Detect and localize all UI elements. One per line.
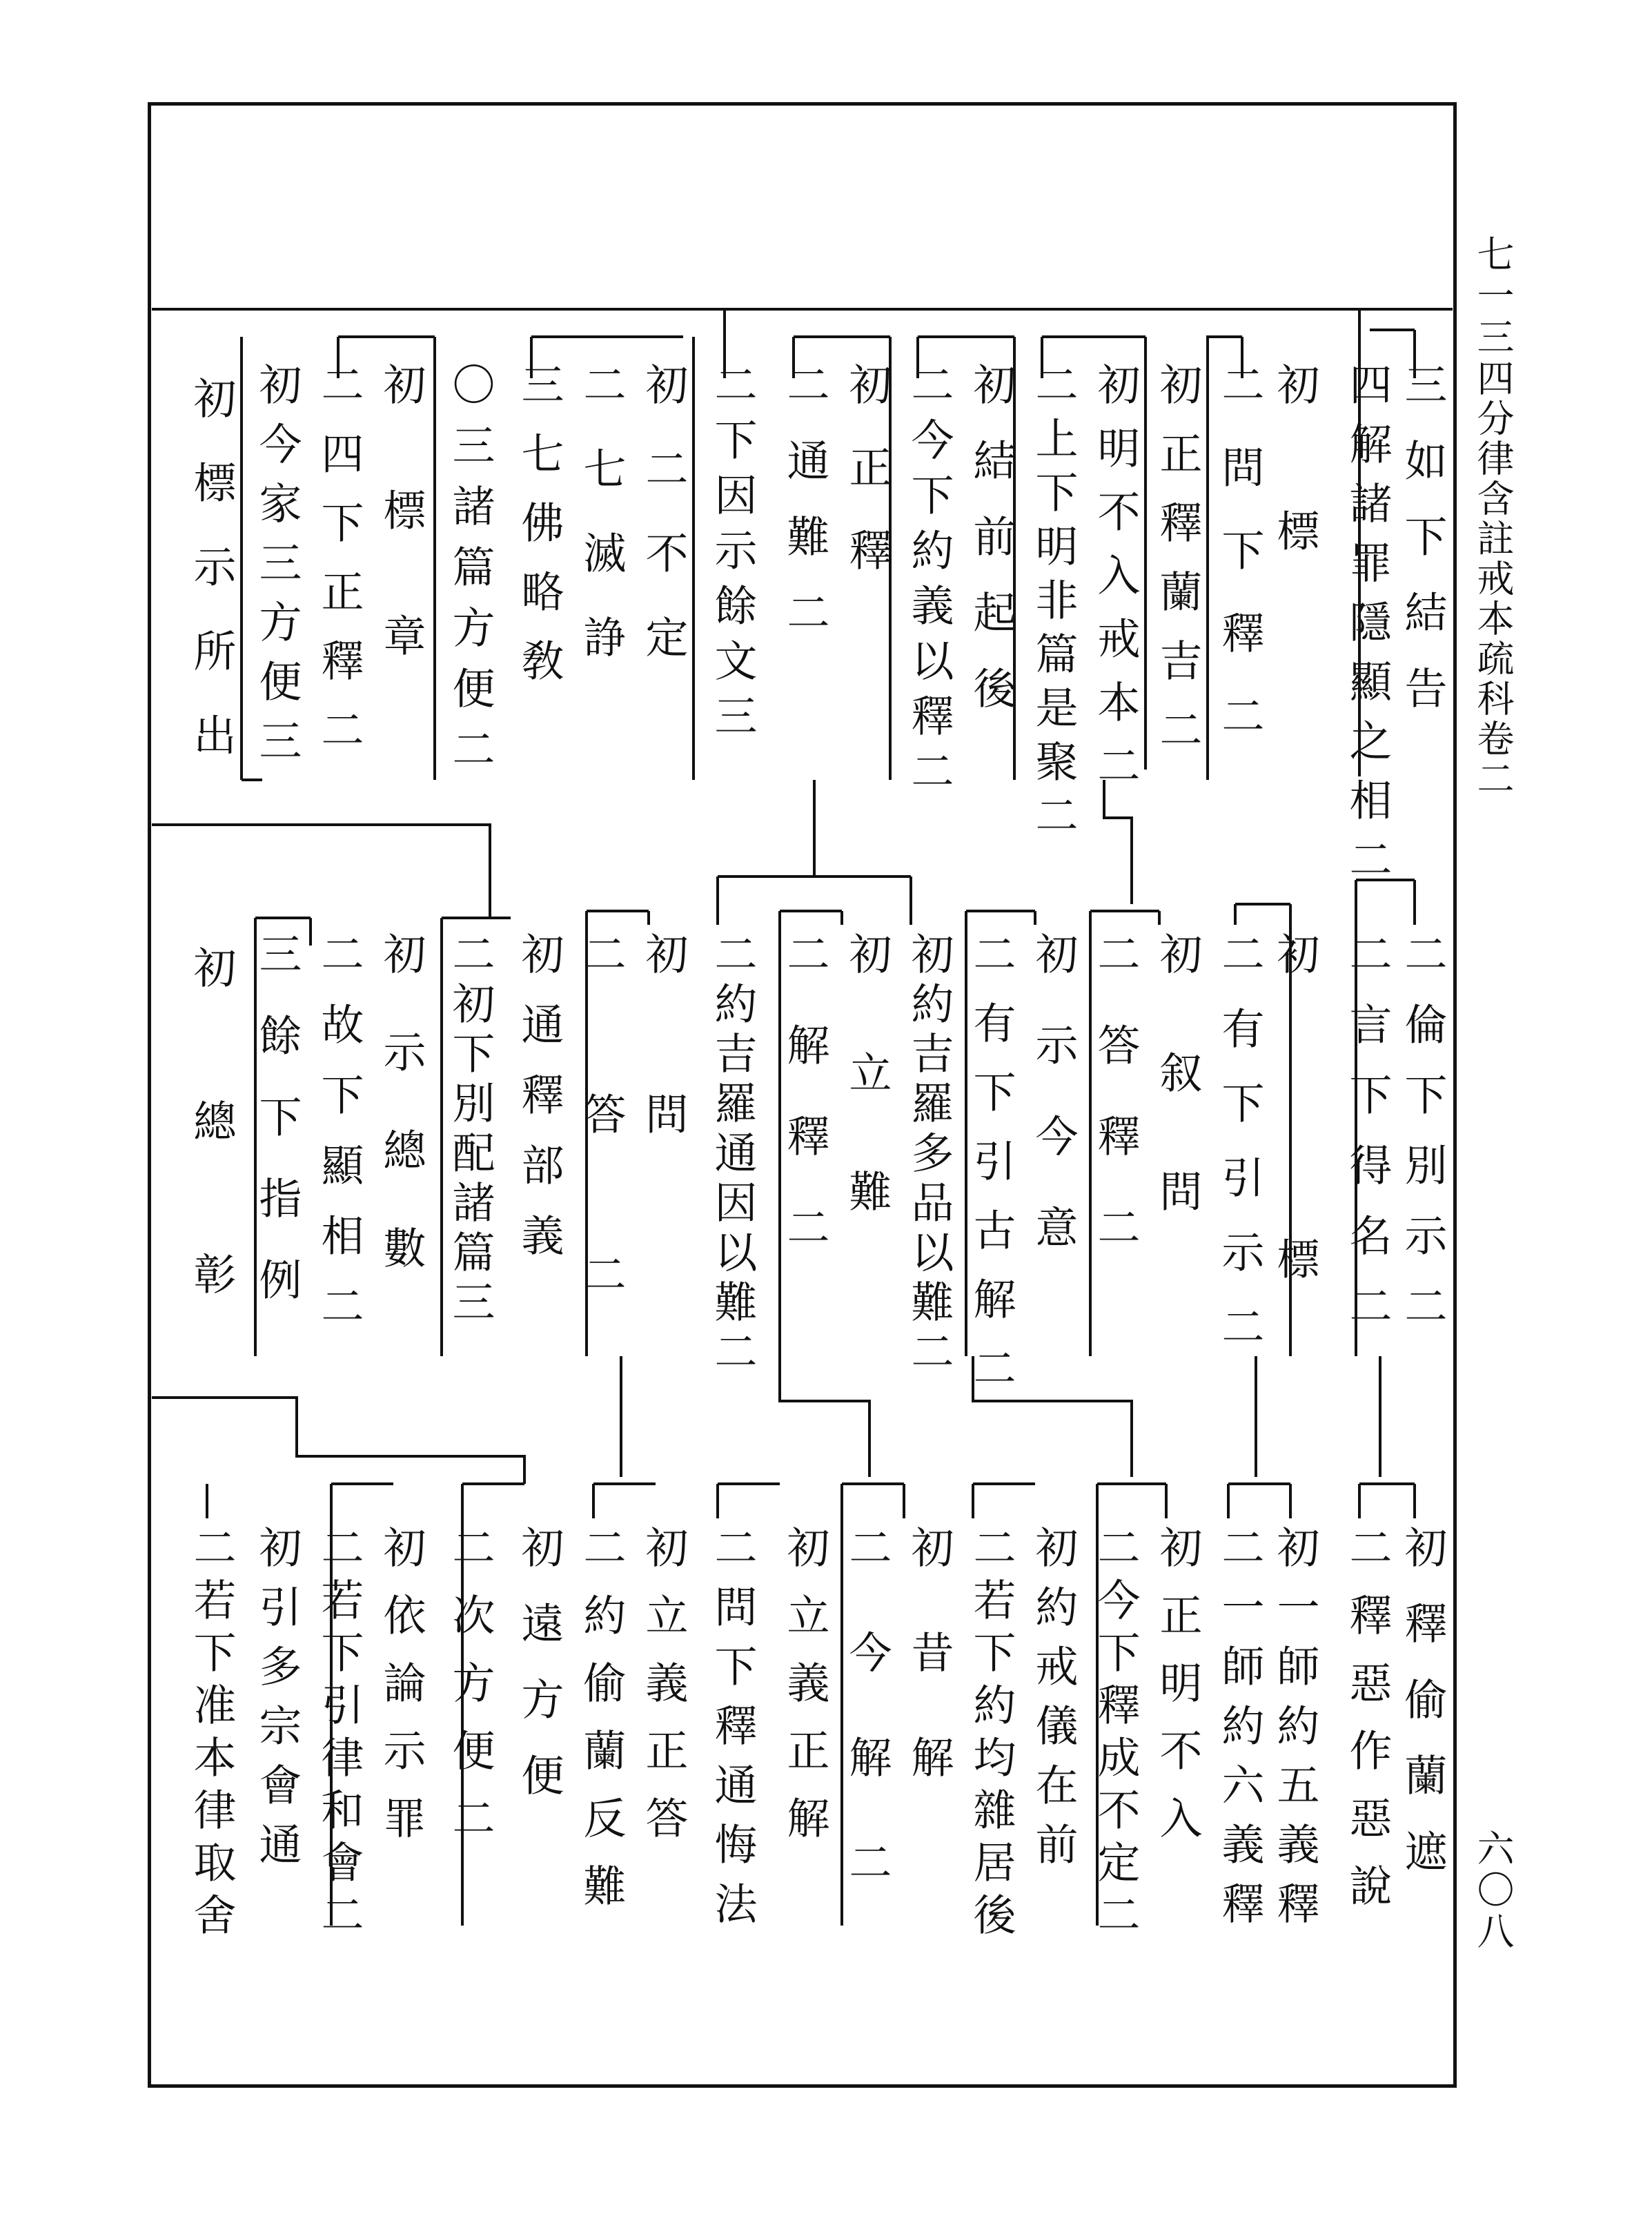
top-col-20: 初標示所出 <box>186 376 237 797</box>
top-col-17: 初標章 <box>376 362 426 739</box>
mid-col-8: 二有下引古解二 <box>966 932 1016 1415</box>
mid-col-4: 二有下引示二 <box>1215 932 1265 1379</box>
bot-col-10: 二今解二 <box>842 1525 892 1945</box>
mid-col-19: 三餘下指例 <box>252 932 302 1339</box>
top-col-2: 四解諸罪隱顯之相二 <box>1342 362 1393 897</box>
top-col-12: 二下因示餘文三 <box>707 362 758 749</box>
top-col-5: 初正釋蘭吉二 <box>1152 362 1203 776</box>
top-col-8: 初結前起後 <box>966 362 1016 742</box>
mid-col-2: 二言下得名二 <box>1342 932 1393 1354</box>
top-col-19: 初今家三方便三 <box>252 362 302 778</box>
bot-col-14: 二約偷蘭反難 <box>576 1525 627 1931</box>
top-col-4: 二問下釋二 <box>1215 362 1265 776</box>
mid-col-10: 初立難 <box>842 932 892 1288</box>
mid-col-7: 初示今意 <box>1028 932 1079 1296</box>
bot-col-16: 二次方便二 <box>445 1525 495 1863</box>
bot-col-20: 二若下准本律取舍 <box>186 1525 237 1945</box>
mid-col-13: 初問 <box>638 932 689 1252</box>
margin-page-number: 六〇八 <box>1471 1829 1515 1953</box>
bot-col-13: 初立義正答 <box>638 1525 689 1863</box>
bot-col-11: 初立義正解 <box>780 1525 830 1863</box>
mid-col-20: 初總彰 <box>186 946 237 1405</box>
top-col-3: 初標 <box>1270 362 1320 655</box>
top-col-7: 二上下明非篇是聚二 <box>1028 362 1079 847</box>
margin-chapter-number: 七一三 <box>1471 235 1515 359</box>
bot-col-12: 二問下釋通悔法 <box>707 1525 758 1941</box>
top-col-11: 二通難二 <box>780 362 830 666</box>
mid-col-15: 初通釋部義 <box>514 932 564 1284</box>
bot-col-6: 二今下釋成不定二 <box>1090 1525 1141 1945</box>
bot-col-19: 初引多宗會通 <box>252 1525 302 1881</box>
top-col-1: 三如下結告 <box>1397 362 1448 742</box>
mid-col-18: 二故下顯相二 <box>314 932 364 1354</box>
mid-col-12: 二約吉羅通因以難二 <box>707 932 758 1379</box>
top-col-14: 二七滅諍 <box>576 362 627 699</box>
top-col-18: 二四下正釋二 <box>314 362 364 776</box>
bot-col-2: 二釋惡作惡說 <box>1342 1525 1393 1931</box>
top-col-13: 初二不定 <box>638 362 689 699</box>
bot-col-18: 二若下引律和會二 <box>314 1525 364 1945</box>
top-col-9: 二今下約義以釋二 <box>904 362 954 804</box>
bot-col-7: 初約戒儀在前 <box>1028 1525 1079 1881</box>
mid-col-5: 初叙問 <box>1152 932 1203 1288</box>
mid-col-17: 初示總數 <box>376 932 426 1324</box>
bot-col-17: 初依論示罪 <box>376 1525 426 1863</box>
top-col-16: 〇三諸篇方便二 <box>445 362 495 787</box>
margin-book-title: 四分律含註戒本疏科卷二 <box>1471 359 1515 799</box>
mid-col-11: 二解釋二 <box>780 932 830 1296</box>
mid-col-3: 初標 <box>1270 932 1320 1542</box>
bot-col-1: 初釋偷蘭遮 <box>1397 1525 1448 1905</box>
bot-col-4: 二一師約六義釋 <box>1215 1525 1265 1941</box>
mid-col-6: 二答釋二 <box>1090 932 1141 1296</box>
top-col-10: 初正釋 <box>842 362 892 611</box>
top-col-15: 三七佛略敎 <box>514 362 564 707</box>
mid-col-1: 二倫下別示二 <box>1397 932 1448 1354</box>
top-col-6: 初明不入戒本二 <box>1090 362 1141 807</box>
bot-col-9: 初昔解 <box>904 1525 954 1840</box>
mid-col-16: 二初下別配諸篇三 <box>445 932 495 1329</box>
mid-col-14: 二答二 <box>576 932 627 1412</box>
bot-col-5: 初正明不入 <box>1152 1525 1203 1863</box>
bot-col-15: 初遠方便 <box>514 1525 564 1829</box>
mid-col-9: 初約吉羅多品以難二 <box>904 932 954 1379</box>
bot-col-8: 二若下約均雜居後 <box>966 1525 1016 1945</box>
bot-col-3: 初一師約五義釋 <box>1270 1525 1320 1941</box>
